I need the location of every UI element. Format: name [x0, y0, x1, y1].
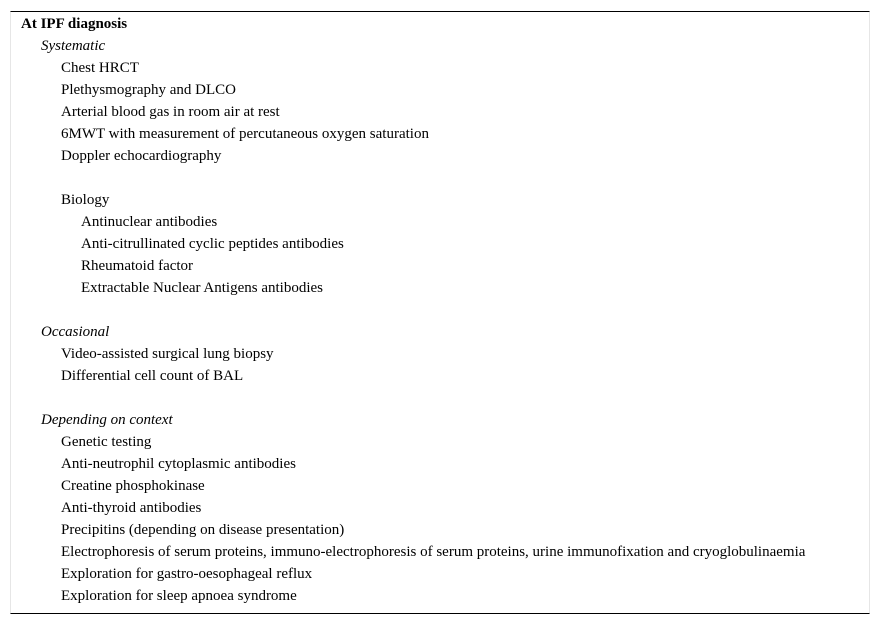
list-item: Arterial blood gas in room air at rest	[61, 104, 280, 120]
list-item: Differential cell count of BAL	[61, 368, 244, 384]
section-heading-depending-on-context: Depending on context	[41, 412, 173, 428]
list-item: Anti-neutrophil cytoplasmic antibodies	[61, 456, 296, 472]
blank-row	[11, 167, 869, 189]
list-item: Rheumatoid factor	[81, 258, 194, 274]
list-item: Genetic testing	[61, 434, 152, 450]
blank-row	[11, 387, 869, 409]
table-body	[11, 13, 869, 607]
list-item: Precipitins (depending on disease presentation)	[61, 522, 345, 538]
list-item: Video-assisted surgical lung biopsy	[61, 346, 274, 362]
list-item: Anti-citrullinated cyclic peptides antibodies	[81, 236, 344, 252]
list-item: Exploration for sleep apnoea syndrome	[61, 588, 297, 604]
list-item: Plethysmography and DLCO	[61, 82, 236, 98]
list-item: Chest HRCT	[61, 60, 139, 76]
ipf-diagnosis-table	[10, 11, 870, 614]
list-item: Creatine phosphokinase	[61, 478, 205, 494]
table-title: At IPF diagnosis	[21, 16, 128, 32]
list-item: Anti-thyroid antibodies	[61, 500, 202, 516]
list-item: Doppler echocardiography	[61, 148, 222, 164]
list-item: 6MWT with measurement of percutaneous oxygen saturation	[61, 126, 429, 142]
list-item: Electrophoresis of serum proteins, immuno-electrophoresis of serum proteins, urine immunofixation and cryoglobulinaemia	[61, 544, 806, 560]
list-item: Exploration for gastro-oesophageal reflux	[61, 566, 313, 582]
section-heading-occasional: Occasional	[41, 324, 110, 340]
section-heading-systematic: Systematic	[41, 38, 106, 54]
blank-row	[11, 299, 869, 321]
list-item: Extractable Nuclear Antigens antibodies	[81, 280, 323, 296]
subsection-heading-biology: Biology	[61, 192, 110, 208]
list-item: Antinuclear antibodies	[81, 214, 218, 230]
